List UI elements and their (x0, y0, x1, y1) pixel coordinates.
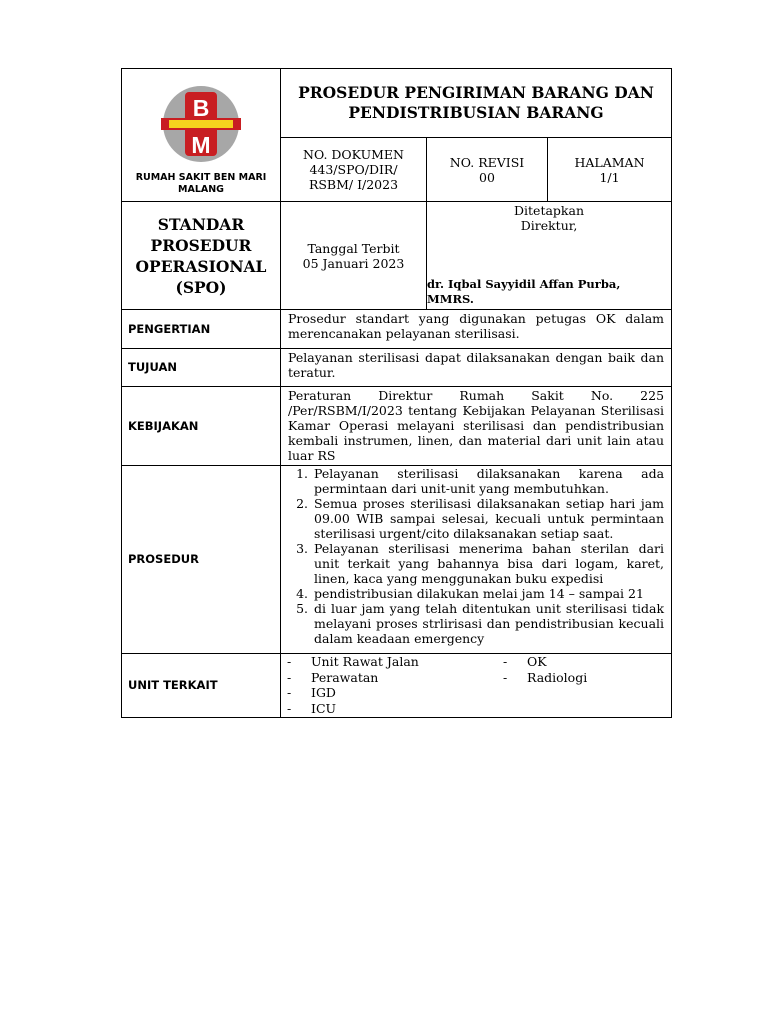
unit-list-right (503, 654, 587, 716)
prosedur-step: 1. Pelayanan sterilisasi dilaksanakan karena ada permintaan dari unit-unit yang membutuhkan. (312, 466, 664, 496)
unit-list-left (287, 654, 503, 716)
spo-table (121, 68, 672, 718)
kebijakan-text: Peraturan Direktur Rumah Sakit No. 225 /Per/RSBM/I/2023 tentang Kebijakan Pelayanan Sterilisasi Kamar Operasi melayani sterilisasi dan pendistribusian kembali instrumen, linen, dan material dari unit lain atau luar RS (281, 387, 672, 466)
prosedur-steps-cell (281, 466, 672, 654)
prosedur-label: PROSEDUR (122, 466, 281, 654)
prosedur-step: 2. Semua proses sterilisasi dilaksanakan setiap hari jam 09.00 WIB sampai selesai, kecuali untuk permintaan sterilisasi urgent/cito dilaksanakan setiap saat. (312, 496, 664, 541)
issue-date-label: Tanggal Terbit (307, 240, 400, 256)
page-label: HALAMAN (574, 154, 645, 170)
list-item: - ICU (287, 700, 337, 716)
document-title: PROSEDUR PENGIRIMAN BARANG DAN PENDISTRIBUSIAN BARANG (281, 69, 672, 138)
pengertian-text: Prosedur standart yang digunakan petugas OK dalam merencanakan pelayanan sterilisasi. (281, 310, 672, 349)
hospital-logo (159, 85, 243, 163)
list-item: - Radiologi (503, 669, 588, 685)
doc-number-cell (281, 138, 427, 202)
logo-letter-b: B (192, 94, 210, 121)
list-item: - Unit Rawat Jalan (287, 654, 419, 669)
unit-terkait-cell (281, 654, 672, 718)
unit-terkait-label: UNIT TERKAIT (122, 654, 281, 718)
hospital-name: RUMAH SAKIT BEN MARI MALANG (135, 171, 267, 195)
prosedur-step: 5. di luar jam yang telah ditentukan unit sterilisasi tidak melayani proses strlirisasi dan pendistribusian kecuali dalam keadaan emergency (312, 601, 664, 646)
spo-document (121, 68, 671, 718)
approval-cell (427, 202, 672, 310)
list-item: - IGD (287, 685, 336, 700)
tujuan-text: Pelayanan sterilisasi dapat dilaksanakan dengan baik dan teratur. (281, 349, 672, 387)
tujuan-label: TUJUAN (122, 349, 281, 387)
hospital-header-cell (122, 69, 281, 202)
page-value: 1/1 (599, 169, 620, 185)
issue-date-value: 05 Januari 2023 (302, 255, 405, 271)
signatory-name: dr. Iqbal Sayyidil Affan Purba, MMRS. (427, 277, 621, 306)
logo-letter-m: M (191, 131, 211, 158)
revision-value: 00 (479, 169, 495, 185)
list-item: - OK (503, 654, 547, 669)
prosedur-step: 4. pendistribusian dilakukan melai jam 14 – sampai 21 (312, 586, 664, 601)
approved-by: Direktur, (520, 218, 578, 233)
list-item: - Perawatan (287, 669, 379, 685)
spo-label: STANDAR PROSEDUR OPERASIONAL (SPO) (122, 202, 281, 310)
prosedur-steps (281, 466, 671, 646)
page-cell (548, 138, 672, 202)
doc-number-value: 443/SPO/DIR/ RSBM/ I/2023 (308, 162, 399, 192)
revision-cell (427, 138, 548, 202)
prosedur-step: 3. Pelayanan sterilisasi menerima bahan sterilan dari unit terkait yang bahannya bisa dari logam, karet, linen, kaca yang menggunakan buku expedisi (312, 541, 664, 586)
pengertian-label: PENGERTIAN (122, 310, 281, 349)
revision-label: NO. REVISI (449, 154, 525, 170)
doc-number-label: NO. DOKUMEN (303, 147, 404, 162)
approved-label: Ditetapkan (514, 203, 585, 218)
issue-date-cell (281, 202, 427, 310)
kebijakan-label: KEBIJAKAN (122, 387, 281, 466)
